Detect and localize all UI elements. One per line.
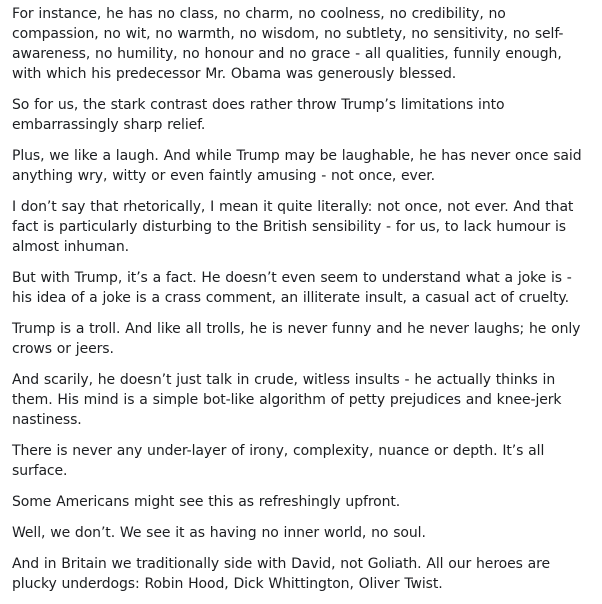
paragraph-7: And scarily, he doesn’t just talk in crude, witless insults - he actually thinks in them. His mind is a simple bot-like algorithm of petty prejudices and knee-jerk nastiness. [12, 372, 562, 428]
paragraph-6: Trump is a troll. And like all trolls, he is never funny and he never laughs; he only crows or jeers. [12, 321, 581, 357]
paragraph-10: Well, we don’t. We see it as having no inner world, no soul. [12, 525, 426, 541]
paragraph-4: I don’t say that rhetorically, I mean it quite literally: not once, not ever. And that fact is particularly disturbing to the British sensibility - for us, to lack humour is almost inhuman. [12, 199, 574, 255]
paragraph-1: For instance, he has no class, no charm, no coolness, no credibility, no compassion, no wit, no warmth, no wisdom, no subtlety, no sensitivity, no self-awareness, no humility, no honour and no grace - all qualities, funnily enough, with which his predecessor Mr. Obama was generously blessed. [12, 6, 564, 82]
paragraph-9: Some Americans might see this as refreshingly upfront. [12, 494, 401, 510]
paragraph-2: So for us, the stark contrast does rather throw Trump’s limitations into embarrassingly sharp relief. [12, 97, 505, 133]
paragraph-8: There is never any under-layer of irony, complexity, nuance or depth. It’s all surface. [12, 443, 545, 479]
paragraph-11: And in Britain we traditionally side with David, not Goliath. All our heroes are plucky underdogs: Robin Hood, Dick Whittington, Oliver Twist. [12, 556, 551, 592]
paragraph-5: But with Trump, it’s a fact. He doesn’t even seem to understand what a joke is - his idea of a joke is a crass comment, an illiterate insult, a casual act of cruelty. [12, 270, 572, 306]
paragraph-3: Plus, we like a laugh. And while Trump may be laughable, he has never once said anything wry, witty or even faintly amusing - not once, ever. [12, 148, 582, 184]
